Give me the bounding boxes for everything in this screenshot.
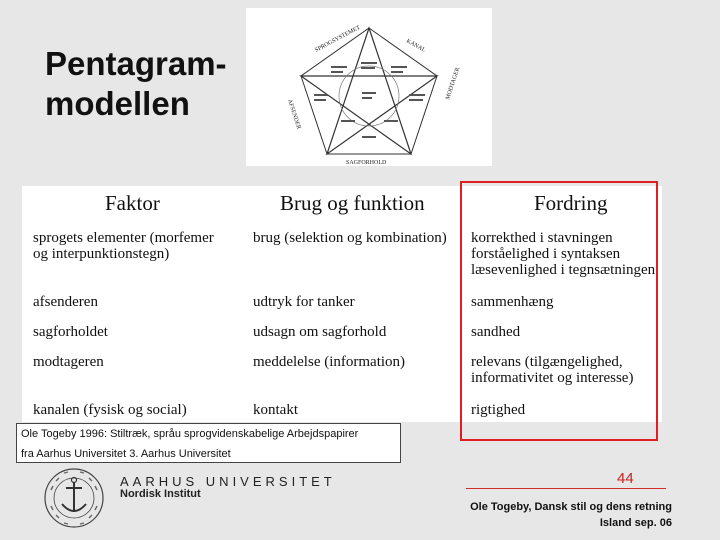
label-kanal: KANAL [405,38,427,54]
citation-line-1: Ole Togeby 1996: Stiltræk, språu sprogvidenskabelige Arbejdspapirer [21,428,359,440]
seal-mark [56,515,59,518]
small-text-mark [362,92,376,94]
small-text-mark [362,97,372,99]
university-name: AARHUS UNIVERSITET [120,474,336,489]
seal-mark [95,486,97,490]
label-sagforhold: SAGFORHOLD [346,160,387,166]
cell-line: kanalen (fysisk og social) [33,402,187,418]
row-2-brug [253,294,355,310]
header-faktor: Faktor [105,191,160,215]
cell-line: informativitet og interesse) [471,370,634,386]
seal-mark [64,523,68,524]
small-text-mark [341,120,355,122]
header-brug: Brug og funktion [280,191,425,215]
seal-mark [80,523,84,524]
cell-line: forståelighed i syntaksen [471,246,621,262]
source-citation [16,423,401,463]
institute-name: Nordisk Institut [120,488,201,500]
seal-mark [80,472,84,473]
cell-line: kontakt [253,402,298,418]
footer-credit-line-1: Ole Togeby, Dansk stil og dens retning [470,501,672,513]
small-text-mark [391,66,407,68]
title-line-1: Pentagram- [45,45,227,82]
row-3-brug [253,324,386,340]
small-text-mark [331,71,343,73]
small-text-mark [391,71,403,73]
row-1-brug [253,230,447,246]
row-4-faktor [33,354,104,370]
label-sprogsystemet: SPROGSYSTEMET [314,24,362,54]
seal-mark [51,506,53,510]
seal-mark [64,472,68,473]
footer-credit [470,499,672,531]
small-text-mark [314,94,328,96]
center-circle [339,66,399,126]
cell-line: korrekthed i stavningen [471,230,613,246]
cell-line: sammenhæng [471,294,554,310]
small-text-mark [361,62,377,64]
row-1-faktor [33,230,214,262]
seal-mark [89,478,92,481]
small-text-mark [361,67,375,69]
header-fordring: Fordring [534,191,608,215]
pentagram-diagram [246,8,492,166]
label-afsender: AFSENDER [286,98,302,131]
row-2-faktor [33,294,98,310]
citation-line-2: fra Aarhus Universitet 3. Aarhus Universitet [21,448,231,460]
row-4-brug [253,354,405,370]
seal-mark [95,506,97,510]
cell-line: læsevenlighed i tegnsætningen [471,262,656,278]
cell-line: modtageren [33,354,104,370]
cell-line: udsagn om sagforhold [253,324,387,340]
label-modtager: MODTAGER [445,66,462,101]
seal-svg [42,466,106,530]
fordring-highlight-box [460,181,658,441]
seal-mark [51,486,53,490]
cell-line: afsenderen [33,294,98,310]
cell-line: rigtighed [471,402,526,418]
page-number: 44 [617,470,634,487]
small-text-mark [409,99,423,101]
cell-line: meddelelse (information) [253,354,406,370]
cell-line: brug (selektion og kombination) [253,230,447,246]
figure-small-text [314,62,425,138]
seal-mark [56,478,59,481]
cell-line: udtryk for tanker [253,294,355,310]
small-text-mark [384,120,398,122]
footer-credit-line-2: Island sep. 06 [599,517,672,529]
cell-line: sprogets elementer (morfemer [33,230,214,246]
page-title [45,44,227,124]
small-text-mark [362,136,376,138]
cell-line: sandhed [471,324,521,340]
cell-line: og interpunktionstegn) [33,246,170,262]
footer-divider [466,488,666,489]
small-text-mark [331,66,347,68]
row-5-faktor [33,402,187,418]
university-seal-logo [42,466,106,530]
cell-line: relevans (tilgængelighed, [471,354,623,370]
title-line-2: modellen [45,85,190,122]
pentagram-svg [246,8,492,166]
small-text-mark [314,99,326,101]
small-text-mark [409,94,425,96]
seal-mark [89,515,92,518]
row-3-faktor [33,324,108,340]
cell-line: sagforholdet [33,324,108,340]
row-5-brug [253,402,298,418]
